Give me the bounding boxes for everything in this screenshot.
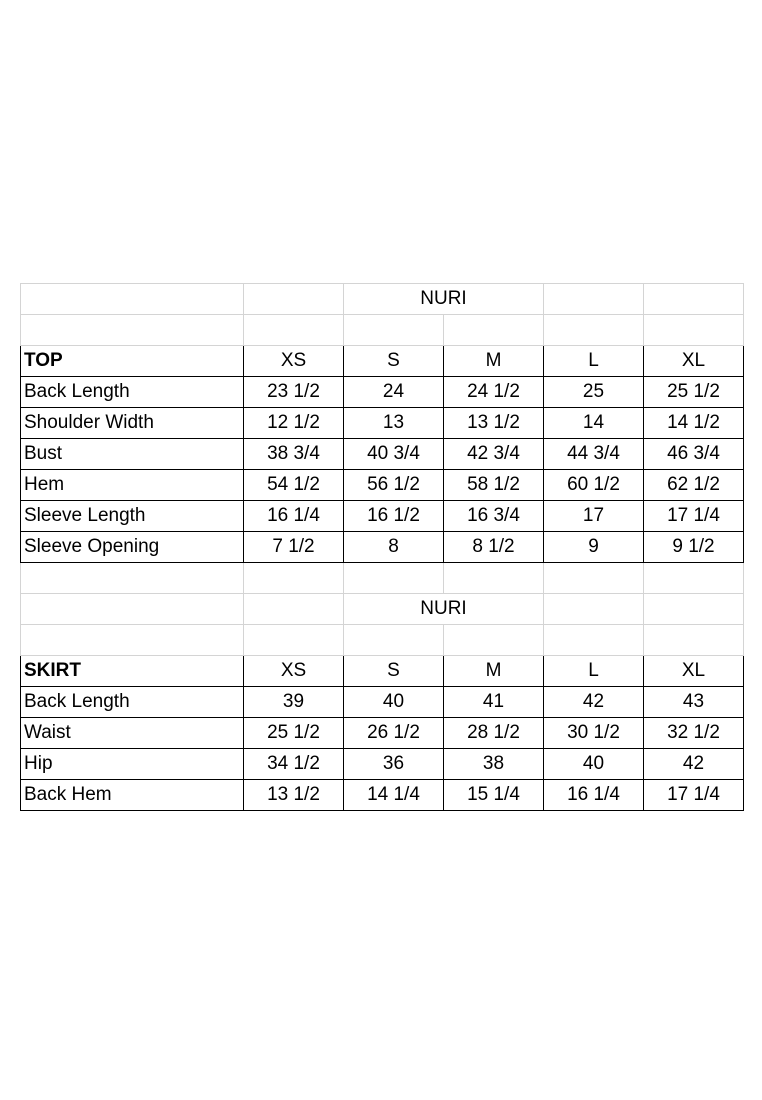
empty-cell: [244, 284, 344, 315]
table-row: [21, 501, 744, 532]
top-size-header: S: [344, 346, 444, 377]
section-spacer-row: [21, 563, 744, 594]
measurement-value: 13: [344, 408, 444, 439]
skirt-spacer-row: [21, 625, 744, 656]
measurement-label: Bust: [21, 439, 244, 470]
measurement-value: 28 1/2: [444, 718, 544, 749]
measurement-value: 13 1/2: [444, 408, 544, 439]
measurement-value: 23 1/2: [244, 377, 344, 408]
skirt-title-row: [21, 594, 744, 625]
measurement-value: 56 1/2: [344, 470, 444, 501]
measurement-value: 16 3/4: [444, 501, 544, 532]
measurement-value: 42 3/4: [444, 439, 544, 470]
measurement-value: 8 1/2: [444, 532, 544, 563]
measurement-value: 8: [344, 532, 444, 563]
measurement-value: 15 1/4: [444, 780, 544, 811]
measurement-value: 17 1/4: [644, 780, 744, 811]
empty-cell: [21, 563, 244, 594]
empty-cell: [444, 563, 544, 594]
measurement-value: 12 1/2: [244, 408, 344, 439]
measurement-value: 34 1/2: [244, 749, 344, 780]
empty-cell: [344, 563, 444, 594]
measurement-value: 25 1/2: [244, 718, 344, 749]
skirt-size-header: XL: [644, 656, 744, 687]
measurement-value: 9: [544, 532, 644, 563]
size-chart-body: [21, 284, 744, 811]
top-spacer-row: [21, 315, 744, 346]
empty-cell: [444, 625, 544, 656]
top-section-label: TOP: [21, 346, 244, 377]
measurement-value: 60 1/2: [544, 470, 644, 501]
measurement-label: Back Length: [21, 377, 244, 408]
empty-cell: [244, 625, 344, 656]
measurement-value: 46 3/4: [644, 439, 744, 470]
measurement-value: 24 1/2: [444, 377, 544, 408]
measurement-value: 14: [544, 408, 644, 439]
measurement-label: Hem: [21, 470, 244, 501]
top-title: NURI: [344, 284, 544, 315]
empty-cell: [544, 563, 644, 594]
measurement-value: 44 3/4: [544, 439, 644, 470]
empty-cell: [644, 284, 744, 315]
measurement-value: 14 1/4: [344, 780, 444, 811]
top-size-header: XS: [244, 346, 344, 377]
empty-cell: [244, 594, 344, 625]
empty-cell: [21, 284, 244, 315]
table-row: [21, 780, 744, 811]
empty-cell: [544, 594, 644, 625]
measurement-value: 36: [344, 749, 444, 780]
measurement-value: 32 1/2: [644, 718, 744, 749]
top-size-header: M: [444, 346, 544, 377]
measurement-value: 16 1/4: [244, 501, 344, 532]
measurement-value: 24: [344, 377, 444, 408]
empty-cell: [21, 625, 244, 656]
measurement-label: Waist: [21, 718, 244, 749]
measurement-label: Hip: [21, 749, 244, 780]
measurement-value: 9 1/2: [644, 532, 744, 563]
measurement-value: 7 1/2: [244, 532, 344, 563]
empty-cell: [344, 315, 444, 346]
empty-cell: [544, 284, 644, 315]
table-row: [21, 749, 744, 780]
empty-cell: [644, 563, 744, 594]
table-row: [21, 532, 744, 563]
empty-cell: [444, 315, 544, 346]
empty-cell: [544, 625, 644, 656]
skirt-size-header: XS: [244, 656, 344, 687]
top-title-row: [21, 284, 744, 315]
measurement-value: 41: [444, 687, 544, 718]
top-size-header: L: [544, 346, 644, 377]
measurement-label: Sleeve Length: [21, 501, 244, 532]
empty-cell: [344, 625, 444, 656]
measurement-label: Sleeve Opening: [21, 532, 244, 563]
measurement-value: 30 1/2: [544, 718, 644, 749]
measurement-value: 16 1/2: [344, 501, 444, 532]
empty-cell: [21, 594, 244, 625]
measurement-value: 40 3/4: [344, 439, 444, 470]
measurement-value: 39: [244, 687, 344, 718]
empty-cell: [644, 625, 744, 656]
measurement-value: 17 1/4: [644, 501, 744, 532]
skirt-section-label: SKIRT: [21, 656, 244, 687]
table-row: [21, 687, 744, 718]
measurement-label: Shoulder Width: [21, 408, 244, 439]
size-chart-table: [20, 283, 744, 811]
measurement-value: 25: [544, 377, 644, 408]
measurement-value: 14 1/2: [644, 408, 744, 439]
empty-cell: [644, 594, 744, 625]
skirt-title: NURI: [344, 594, 544, 625]
top-header-row: [21, 346, 744, 377]
measurement-value: 58 1/2: [444, 470, 544, 501]
measurement-value: 40: [344, 687, 444, 718]
skirt-header-row: [21, 656, 744, 687]
measurement-value: 54 1/2: [244, 470, 344, 501]
empty-cell: [244, 315, 344, 346]
empty-cell: [244, 563, 344, 594]
empty-cell: [544, 315, 644, 346]
table-row: [21, 439, 744, 470]
size-chart-sheet: [20, 283, 744, 811]
skirt-size-header: M: [444, 656, 544, 687]
table-row: [21, 408, 744, 439]
skirt-size-header: S: [344, 656, 444, 687]
measurement-value: 17: [544, 501, 644, 532]
measurement-value: 13 1/2: [244, 780, 344, 811]
table-row: [21, 470, 744, 501]
measurement-value: 42: [544, 687, 644, 718]
empty-cell: [21, 315, 244, 346]
measurement-value: 42: [644, 749, 744, 780]
measurement-label: Back Length: [21, 687, 244, 718]
measurement-value: 38 3/4: [244, 439, 344, 470]
measurement-value: 25 1/2: [644, 377, 744, 408]
measurement-value: 26 1/2: [344, 718, 444, 749]
empty-cell: [644, 315, 744, 346]
measurement-value: 43: [644, 687, 744, 718]
measurement-value: 38: [444, 749, 544, 780]
measurement-value: 62 1/2: [644, 470, 744, 501]
table-row: [21, 718, 744, 749]
top-size-header: XL: [644, 346, 744, 377]
measurement-label: Back Hem: [21, 780, 244, 811]
skirt-size-header: L: [544, 656, 644, 687]
table-row: [21, 377, 744, 408]
measurement-value: 16 1/4: [544, 780, 644, 811]
measurement-value: 40: [544, 749, 644, 780]
